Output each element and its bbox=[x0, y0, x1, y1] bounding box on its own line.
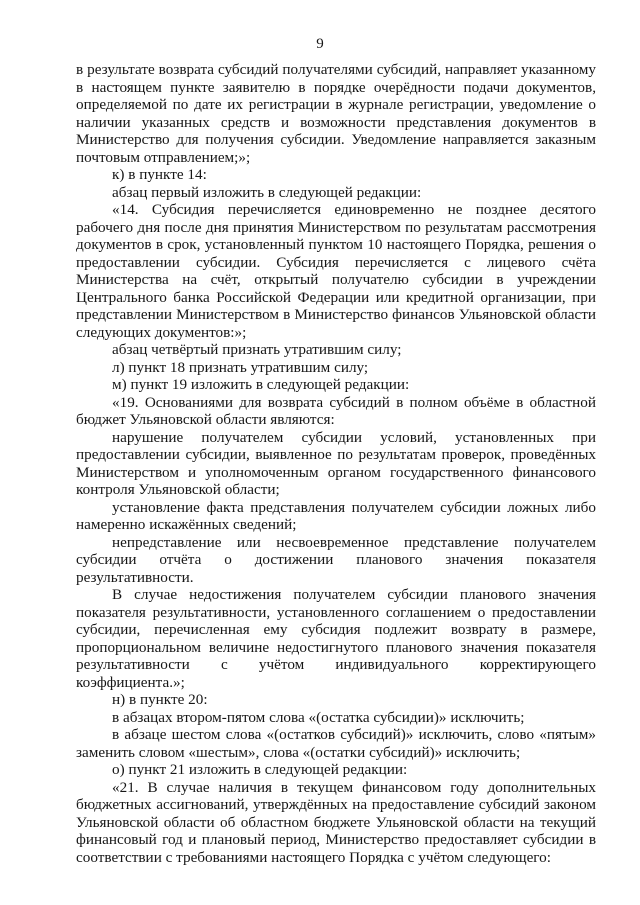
paragraph: «19. Основаниями для возврата субсидий в полном объёме в областной бюджет Ульяновской области являются: bbox=[76, 393, 596, 428]
paragraph: нарушение получателем субсидии условий, установленных при предоставлении субсидии, выявленное по результатам проверок, проведённых Министерством и уполномоченным органом государственного финансового контроля Ульяновской области; bbox=[76, 428, 596, 498]
paragraph: в абзаце шестом слова «(остатков субсидий)» исключить, слово «пятым» заменить словом «шестым», слова «(остатки субсидий)» исключить; bbox=[76, 726, 596, 761]
paragraph: к) в пункте 14: bbox=[112, 166, 207, 183]
paragraph: абзац четвёртый признать утратившим силу; bbox=[112, 341, 402, 358]
paragraph: н) в пункте 20: bbox=[112, 691, 208, 708]
paragraph: «21. В случае наличия в текущем финансовом году дополнительных бюджетных ассигнований, утверждённых на предоставление субсидий законом Ульяновской области об областном бюджете Ульяновской области на текущий финансовый год и плановый период, Министерство предоставляет субсидии в соответствии с требованиями настоящего Порядка с учётом следующего: bbox=[76, 778, 596, 866]
document-body bbox=[76, 61, 596, 866]
paragraph: непредставление или несвоевременное представление получателем субсидии отчёта о достижении планового значения показателя результативности. bbox=[76, 533, 596, 586]
paragraph: установление факта представления получателем субсидии ложных либо намеренно искажённых сведений; bbox=[76, 498, 596, 533]
paragraph: в результате возврата субсидий получателями субсидий, направляет указанному в настоящем пункте заявителю в порядке очерёдности подачи документов, определяемой по дате их регистрации в журнале регистрации, уведомление о наличии указанных средств и возможности представления документов в Министерство для получения субсидии. Уведомление направляется заказным почтовым отправлением;»; bbox=[76, 61, 596, 166]
paragraph: л) пункт 18 признать утратившим силу; bbox=[112, 358, 369, 376]
paragraph: В случае недостижения получателем субсидии планового значения показателя результативности, установленного соглашением о предоставлении субсидии, перечисленная ему субсидия подлежит возврату в размере, пропорциональном величине недостигнутого планового значения показателя результативности с учётом индивидуального корректирующего коэффициента.»; bbox=[76, 586, 596, 691]
page-number: 9 bbox=[316, 36, 324, 52]
paragraph: о) пункт 21 изложить в следующей редакции: bbox=[112, 761, 408, 778]
paragraph: «14. Субсидия перечисляется единовременно не позднее десятого рабочего дня после дня принятия Министерством по результатам рассмотрения документов в срок, установленный пунктом 10 настоящего Порядка, решения о предоставлении субсидии. Субсидия перечисляется с лицевого счёта Министерства на счёт, открытый получателю субсидии в учреждении Центрального банка Российской Федерации или кредитной организации, при представлении Министерством в Министерство финансов Ульяновской области следующих документов:»; bbox=[76, 201, 596, 341]
paragraph: в абзацах втором-пятом слова «(остатка субсидии)» исключить; bbox=[112, 708, 525, 726]
paragraph: м) пункт 19 изложить в следующей редакции: bbox=[112, 376, 410, 393]
paragraph: абзац первый изложить в следующей редакции: bbox=[112, 183, 422, 201]
